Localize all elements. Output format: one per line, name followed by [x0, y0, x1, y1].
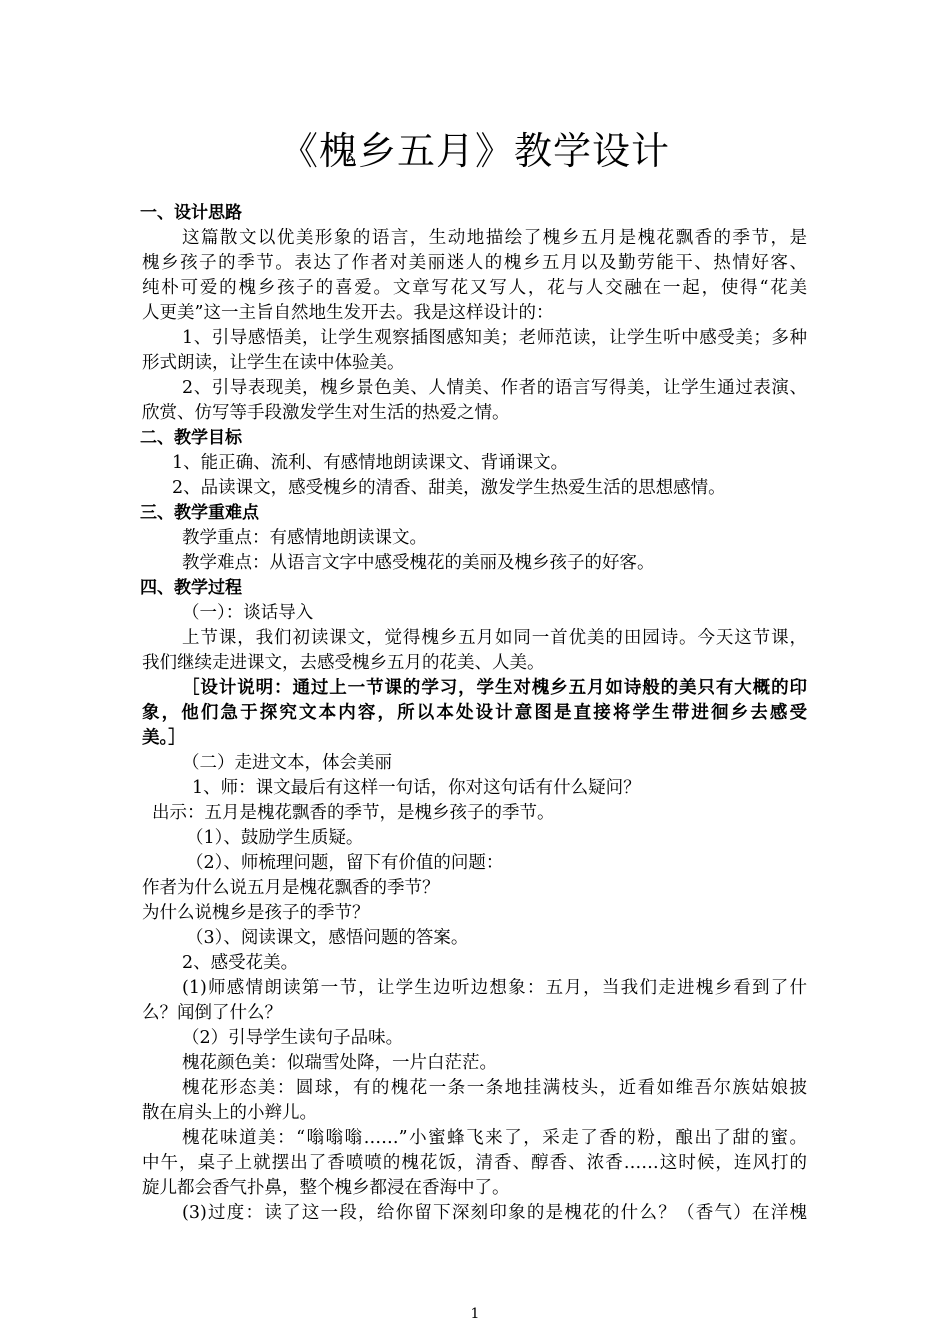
- paragraph-line: 1、师：课文最后有这样一句话，你对这句话有什么疑问？: [192, 778, 641, 798]
- design-note-line: 象，他们急于探究文本内容，所以本处设计意图是直接将学生带进徊乡去感受: [142, 703, 807, 723]
- paragraph-line: 散在肩头上的小辫儿。: [142, 1103, 317, 1123]
- design-note-line: 美。］: [142, 728, 186, 748]
- page-number: 1: [470, 1306, 480, 1322]
- paragraph-line: 这篇散文以优美形象的语言，生动地描绘了槐乡五月是槐花飘香的季节，是: [182, 228, 807, 248]
- paragraph-line: 为什么说槐乡是孩子的季节？: [142, 903, 370, 923]
- paragraph-line: （一）：谈话导入: [182, 603, 314, 623]
- paragraph-line: 旋儿都会香气扑鼻，整个槐乡都浸在香海中了。: [142, 1178, 510, 1198]
- design-note-line: ［设计说明：通过上一节课的学习，学生对槐乡五月如诗般的美只有大概的印: [182, 678, 807, 698]
- paragraph-line: 上节课，我们初读课文，觉得槐乡五月如同一首优美的田园诗。今天这节课，: [182, 628, 807, 648]
- section-heading-design-ideas: 一、设计思路: [140, 203, 242, 223]
- paragraph-line: 教学难点：从语言文字中感受槐花的美丽及槐乡孩子的好客。: [182, 553, 655, 573]
- paragraph-line: （2）、师梳理问题，留下有价值的问题：: [186, 853, 504, 873]
- paragraph-line: 作者为什么说五月是槐花飘香的季节？: [142, 878, 440, 898]
- paragraph-line: 么？闻倒了什么？: [142, 1003, 282, 1023]
- paragraph-line: 1、引导感悟美，让学生观察插图感知美；老师范读，让学生听中感受美；多种: [182, 328, 807, 348]
- paragraph-line: 出示：五月是槐花飘香的季节，是槐乡孩子的季节。: [152, 803, 555, 823]
- paragraph-line: 教学重点：有感情地朗读课文。: [182, 528, 427, 548]
- paragraph-line: 槐乡孩子的季节。表达了作者对美丽迷人的槐乡五月以及勤劳能干、热情好客、: [142, 253, 807, 273]
- document-title: 《槐乡五月》教学设计: [279, 129, 670, 173]
- paragraph-line: 2、引导表现美，槐乡景色美、人情美、作者的语言写得美，让学生通过表演、: [182, 378, 807, 398]
- paragraph-line: （二）走进文本，体会美丽: [182, 753, 392, 773]
- section-heading-key-points: 三、教学重难点: [140, 503, 259, 523]
- paragraph-line: 欣赏、仿写等手段激发学生对生活的热爱之情。: [142, 403, 510, 423]
- paragraph-line: 槐花形态美：圆球，有的槐花一条一条地挂满枝头，近看如维吾尔族姑娘披: [182, 1078, 807, 1098]
- section-heading-process: 四、教学过程: [140, 578, 242, 598]
- paragraph-line: 槐花味道美：“嗡嗡嗡……”小蜜蜂飞来了，采走了香的粉，酿出了甜的蜜。: [182, 1128, 807, 1148]
- paragraph-line: （2）引导学生读句子品味。: [182, 1028, 404, 1048]
- paragraph-line: 我们继续走进课文，去感受槐乡五月的花美、人美。: [142, 653, 545, 673]
- paragraph-line: 形式朗读，让学生在读中体验美。: [142, 353, 405, 373]
- paragraph-line: (1)师感情朗读第一节，让学生边听边想象：五月，当我们走进槐乡看到了什: [182, 978, 807, 998]
- paragraph-line: 1、能正确、流利、有感情地朗读课文、背诵课文。: [172, 453, 569, 473]
- paragraph-line: 纯朴可爱的槐乡孩子的喜爱。文章写花又写人，花与人交融在一起，使得“花美: [142, 278, 807, 298]
- paragraph-line: 槐花颜色美：似瑞雪处降，一片白茫茫。: [182, 1053, 497, 1073]
- paragraph-line: (3)过度：读了这一段，给你留下深刻印象的是槐花的什么？（香气）在洋槐: [182, 1203, 807, 1223]
- paragraph-line: 人更美”这一主旨自然地生发开去。我是这样设计的：: [142, 303, 554, 323]
- paragraph-line: 中午，桌子上就摆出了香喷喷的槐花饭，清香、醇香、浓香……这时候，连风打的: [142, 1153, 807, 1173]
- paragraph-line: （3）、阅读课文，感悟问题的答案。: [186, 928, 469, 948]
- paragraph-line: 2、感受花美。: [182, 953, 299, 973]
- paragraph-line: （1）、鼓励学生质疑。: [186, 828, 364, 848]
- paragraph-line: 2、品读课文，感受槐乡的清香、甜美，激发学生热爱生活的思想感情。: [172, 478, 726, 498]
- section-heading-objectives: 二、教学目标: [140, 428, 242, 448]
